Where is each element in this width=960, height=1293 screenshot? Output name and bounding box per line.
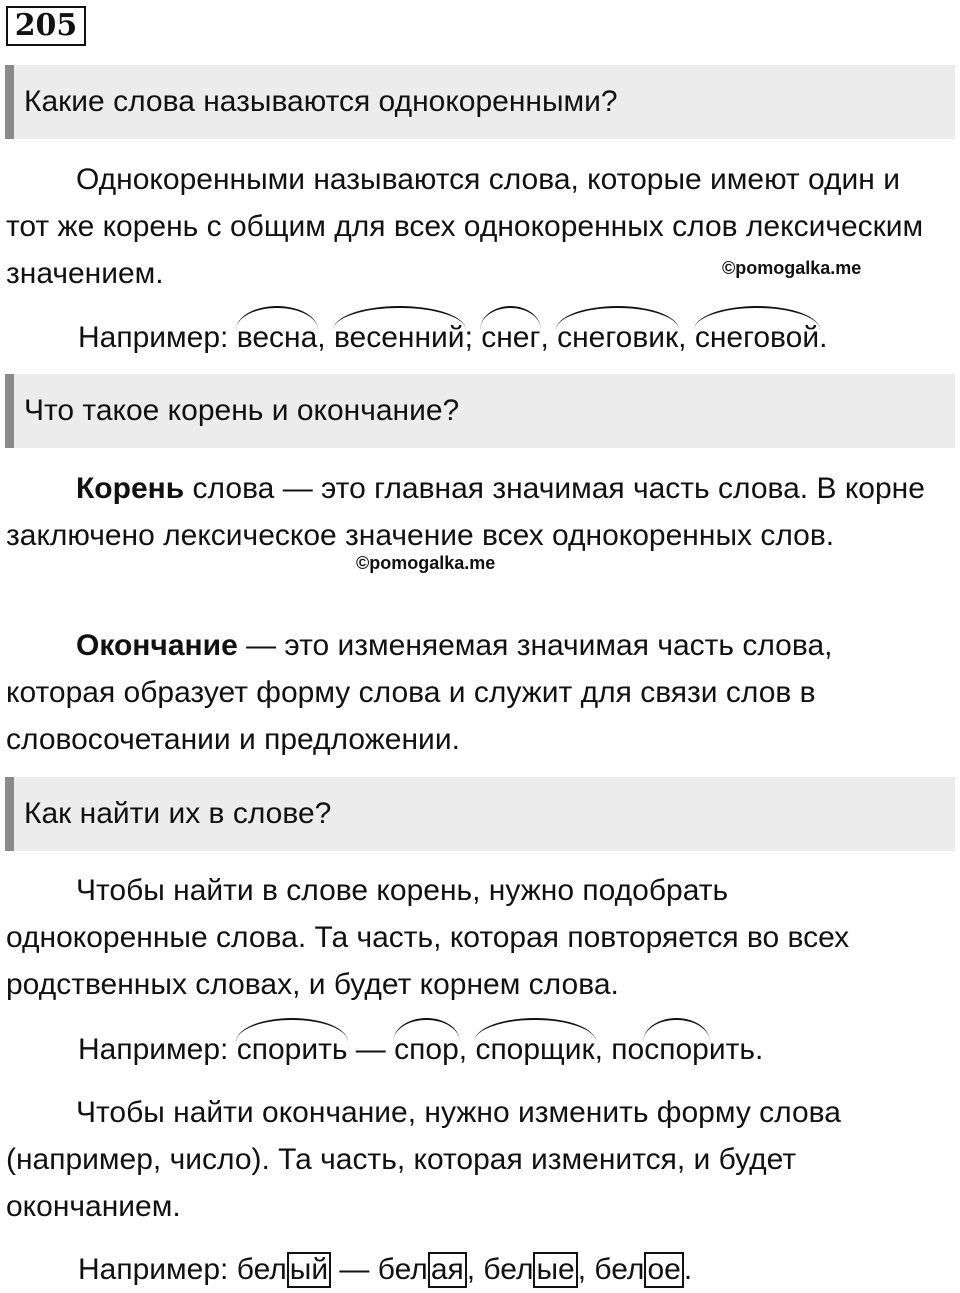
question-heading-1: Какие слова называются однокоренными? (5, 65, 955, 139)
separator: — (347, 1033, 395, 1066)
word-stem: бел (236, 1253, 287, 1286)
example-label: Например: (78, 1253, 229, 1286)
ending-term: Окончание (76, 629, 238, 662)
question-heading-3: Как найти их в слове? (5, 777, 955, 851)
ending-box: ые (533, 1252, 577, 1288)
separator: . (683, 1253, 693, 1286)
root-method-paragraph: Чтобы найти в слове корень, нужно подобрать однокоренные слова. Та часть, которая повторяется во всех родственных словах, и будет корнем слова. (6, 874, 850, 1001)
root-word: весенний (334, 318, 465, 358)
root-word: весна (237, 318, 318, 358)
root-word: спор (394, 1030, 459, 1070)
separator: , (458, 1033, 476, 1066)
separator: . (819, 321, 828, 354)
example-line-3 (78, 1250, 692, 1290)
separator: ; (464, 321, 482, 354)
ending-text: — это изменяемая значимая часть слова, которая образует форму слова и служит для связи слов в словосочетании и предложении. (6, 629, 833, 756)
question-heading-2: Что такое корень и окончание? (5, 374, 955, 448)
watermark: ©pomogalka.me (356, 553, 496, 573)
ending-method-paragraph: Чтобы найти окончание, нужно изменить форму слова (например, число). Та часть, которая изменится, и будет окончанием. (6, 1096, 841, 1223)
example-label: Например: (78, 1033, 229, 1066)
prefix: , по (594, 1033, 645, 1066)
example-line-2 (78, 1030, 763, 1070)
root-word: спорить (237, 1030, 348, 1070)
separator: , (540, 321, 558, 354)
root-word: снеговой (695, 318, 819, 358)
separator: , (678, 321, 695, 354)
definition-paragraph: Однокоренными называются слова, которые имеют один и тот же корень с общим для всех однокоренных слов лексическим значением. (6, 163, 924, 290)
root-word: снеговик (557, 318, 678, 358)
word-stem: — бел (331, 1253, 428, 1286)
root-term: Корень (76, 472, 185, 505)
root-word: спорщик (475, 1030, 594, 1070)
watermark: ©pomogalka.me (722, 258, 862, 278)
ending-box: ый (287, 1252, 331, 1288)
root-word: спор (644, 1030, 709, 1070)
root-definition (6, 465, 936, 559)
example-line-1 (78, 318, 827, 358)
ending-definition (6, 622, 936, 763)
separator: , (317, 321, 334, 354)
task-number: 205 (6, 6, 86, 46)
root-text: слова — это главная значимая часть слова. В корне заключено лексическое значение всех однокоренных слов. (6, 472, 925, 552)
root-word: снег (481, 318, 540, 358)
suffix: ить. (708, 1033, 764, 1066)
ending-box: ое (644, 1252, 683, 1288)
ending-box: ая (428, 1252, 467, 1288)
word-stem: , бел (577, 1253, 645, 1286)
example-label: Например: (78, 321, 229, 354)
word-stem: , бел (466, 1253, 534, 1286)
